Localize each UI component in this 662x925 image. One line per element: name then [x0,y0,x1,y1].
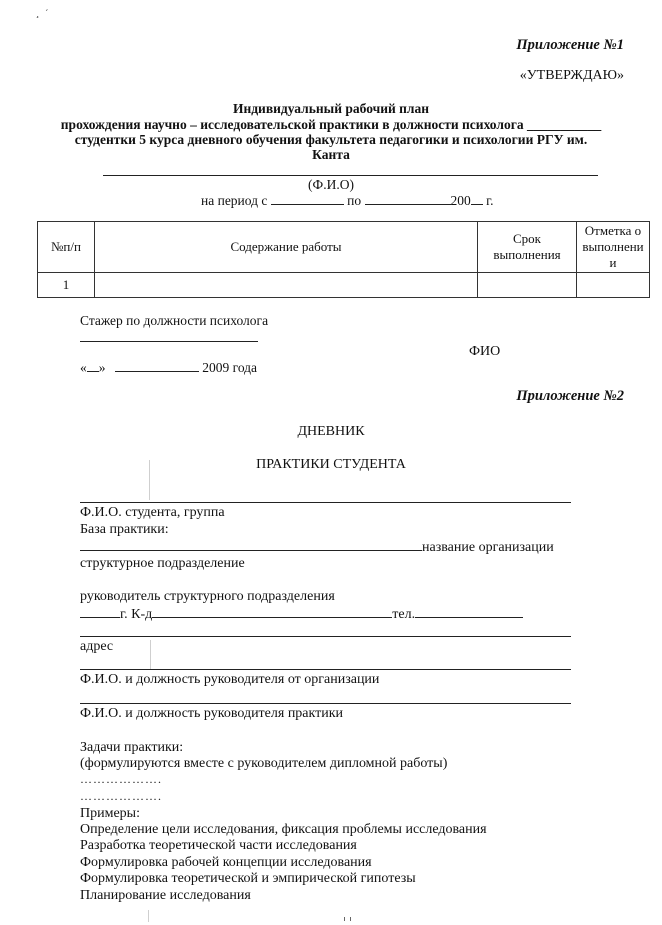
intern-label: Стажер по должности психолога [80,313,269,328]
student-fio-line[interactable] [80,502,571,503]
fio-fill-line[interactable] [103,175,598,176]
city-prefix-field[interactable] [80,605,120,618]
col-header-deadline [478,222,577,273]
org-name-field[interactable] [80,538,422,551]
fio-label: ФИО [469,344,501,359]
org-name-row [80,538,554,556]
approve-stamp: «УТВЕРЖДАЮ» [519,68,624,83]
practice-supervisor-label: Ф.И.О. и должность руководителя практики [80,706,344,721]
diary-subtitle: ПРАКТИКИ СТУДЕНТА [256,457,406,472]
table-header-row [38,222,650,273]
period-end-field[interactable] [365,192,451,205]
practice-supervisor-line[interactable] [80,703,571,704]
tasks-note: (формулируются вместе с руководителем дипломной работы) [80,756,448,771]
deadline-line-1: Срок [513,231,541,246]
base-label: База практики: [80,522,169,537]
period-year-suffix: г. [486,193,494,208]
period-prefix: на период с [201,193,268,208]
deadline-line-2: выполнения [493,247,561,262]
period-start-field[interactable] [271,192,344,205]
mark-line-2: выполнени [582,239,644,254]
work-plan-table [37,221,650,298]
org-supervisor-line[interactable] [80,669,571,670]
appendix-2-label: Приложение №2 [516,388,624,404]
cell-content[interactable] [95,273,478,298]
example-item: Формулировка теоретической и эмпирической гипотезы [80,871,416,886]
date-month-field[interactable] [115,359,199,372]
col-header-number: №п/п [38,222,95,273]
tasks-label: Задачи практики: [80,740,184,755]
example-item: Разработка теоретической части исследования [80,838,357,853]
address-label: адрес [80,639,114,654]
intern-signature-line[interactable] [80,341,258,342]
plan-title: Индивидуальный рабочий план [232,101,430,116]
period-year-prefix: 200 [450,193,471,208]
phone-label: тел. [392,607,416,622]
org-supervisor-label: Ф.И.О. и должность руководителя от организации [80,672,380,687]
struct-unit-label: структурное подразделение [80,556,245,571]
diary-title: ДНЕВНИК [297,424,365,439]
scan-artifact [150,640,151,670]
col-header-content: Содержание работы [95,222,478,273]
phone-field[interactable] [415,605,523,618]
page-bottom-mark [344,917,351,921]
task-placeholder-1[interactable]: ………………. [80,772,162,786]
example-item: Определение цели исследования, фиксация проблемы исследования [80,822,487,837]
cell-deadline[interactable] [478,273,577,298]
city-phone-row [80,605,523,623]
examples-label: Примеры: [80,806,140,821]
plan-subtitle-1: прохождения научно – исследовательской практики в должности психолога ___________ [60,117,602,132]
example-item: Планирование исследования [80,888,251,903]
city-label: г. К-д [120,607,153,622]
cell-number: 1 [38,273,95,298]
city-address-field[interactable] [152,605,392,618]
scan-specks: ¸ ´ [36,8,51,18]
col-header-mark [577,222,650,273]
student-fio-label: Ф.И.О. студента, группа [80,505,225,520]
org-name-label: название организации [422,540,554,555]
address-line[interactable] [80,636,571,637]
scan-artifact [148,910,149,922]
signature-date-row [80,359,257,376]
unit-head-label: руководитель структурного подразделения [80,589,335,604]
mark-line-3: и [609,255,617,270]
period-year-field[interactable] [471,192,483,205]
task-placeholder-2[interactable]: ………………. [80,789,162,803]
appendix-1-label: Приложение №1 [516,37,624,53]
cell-mark[interactable] [577,273,650,298]
table-row [38,273,650,298]
example-item: Формулировка рабочей концепции исследования [80,855,372,870]
date-quote-close: » [98,360,106,375]
period-row [201,192,494,209]
period-to: по [347,193,362,208]
plan-subtitle-3: Канта [312,147,350,162]
fio-caption: (Ф.И.О) [308,177,354,192]
mark-line-1: Отметка о [584,223,642,238]
plan-subtitle-2: студентки 5 курса дневного обучения факультета педагогики и психологии РГУ им. [74,132,588,147]
date-year: 2009 года [202,360,258,375]
date-quote-open: « [80,360,87,375]
date-day-field[interactable] [87,359,99,372]
scan-artifact [149,460,150,500]
